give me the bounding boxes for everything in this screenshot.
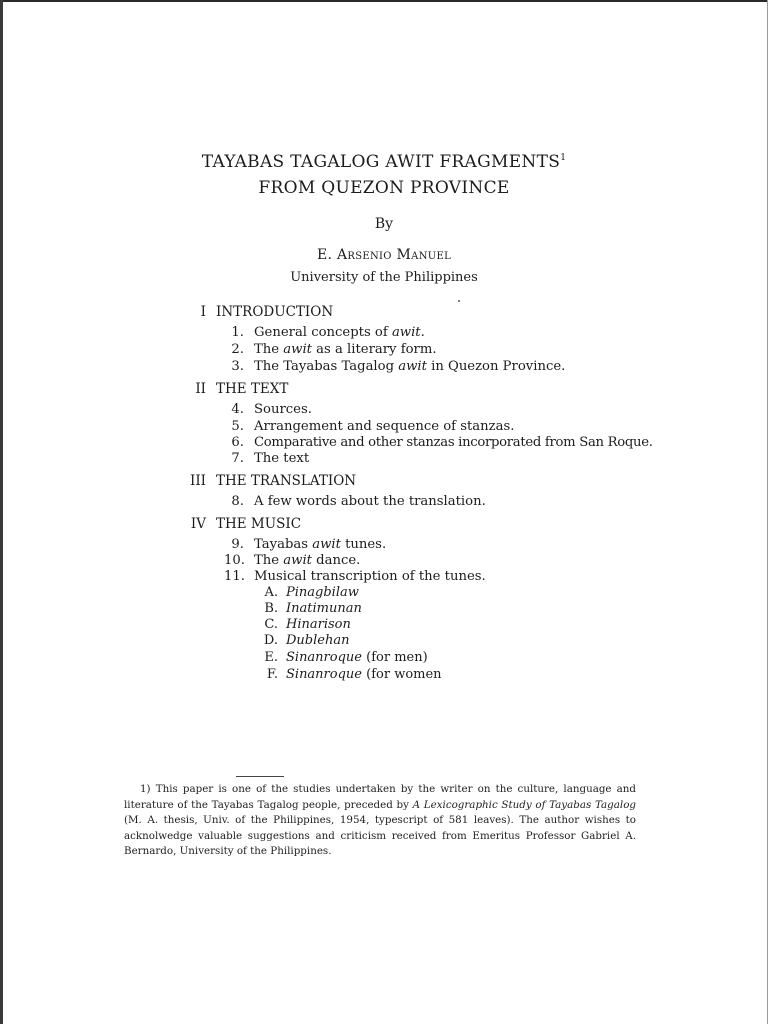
- item-number: 7.: [231, 451, 244, 466]
- item-italic: awit: [283, 553, 312, 568]
- item-text: Tayabas: [254, 537, 313, 552]
- subitem-letter: E.: [264, 650, 278, 665]
- item-number: 3.: [231, 359, 244, 374]
- outline-item: [224, 536, 386, 553]
- title-text-1: TAYABAS TAGALOG AWIT FRAGMENTS: [201, 152, 561, 172]
- footnote-separator: [236, 776, 284, 777]
- item-text-end: as a literary form.: [311, 342, 437, 357]
- subitem-letter: B.: [264, 601, 278, 616]
- item-text: General concepts of: [254, 325, 392, 340]
- item-text-end: .: [420, 325, 425, 340]
- item-text: Comparative and other stanzas incorporated from San Roque.: [254, 435, 653, 450]
- footnote-text-b: (M. A. thesis, Univ. of the Philippines, 1954, typescript of 581 leaves). The author wishes to acknolwedge valuable suggestions and criticism received from Emeritus Professor Gabriel A. Bernardo, University of the Philippines.: [124, 814, 636, 857]
- author-last: Manuel: [396, 247, 452, 263]
- item-text: The: [254, 553, 284, 568]
- outline-item: [224, 324, 425, 341]
- section-numeral: I: [200, 304, 206, 320]
- outline-item: [224, 552, 360, 569]
- author-name: [0, 247, 768, 263]
- section-title: INTRODUCTION: [216, 304, 334, 320]
- item-text: The text: [254, 451, 310, 466]
- footnote-marker: 1): [140, 783, 151, 795]
- outline-item: [224, 418, 514, 435]
- subitem-italic: Sinanroque: [286, 650, 362, 665]
- item-italic: awit: [283, 342, 312, 357]
- item-number: 8.: [231, 494, 244, 509]
- footnote-italic-title: A Lexicographic Study of Tayabas Tagalog: [412, 798, 636, 811]
- title-line-1: [0, 146, 768, 174]
- title-line-2: [0, 176, 768, 200]
- outline-subitem: [258, 584, 359, 601]
- section-numeral: II: [195, 381, 206, 397]
- item-text-end: in Quezon Province.: [426, 359, 566, 374]
- item-number: 2.: [231, 342, 244, 357]
- section-heading: [176, 515, 301, 533]
- section-numeral: IV: [190, 516, 206, 532]
- item-number: 1.: [231, 325, 244, 340]
- item-text: Arrangement and sequence of stanzas.: [254, 419, 515, 434]
- item-text: Musical transcription of the tunes.: [254, 569, 486, 584]
- item-number: 6.: [231, 435, 244, 450]
- outline-subitem: [258, 649, 428, 666]
- outline-subitem: [258, 632, 349, 649]
- subitem-letter: A.: [264, 585, 278, 600]
- outline-item: [224, 401, 312, 418]
- author-first: Arsenio: [336, 247, 392, 263]
- section-heading: [176, 380, 288, 398]
- outline-subitem: [258, 666, 442, 683]
- footnote: [124, 782, 636, 860]
- item-italic: awit: [312, 537, 341, 552]
- subitem-text: (for men): [362, 650, 428, 665]
- subitem-italic: Sinanroque: [286, 667, 362, 682]
- item-text-end: dance.: [311, 553, 361, 568]
- item-text: The Tayabas Tagalog: [254, 359, 399, 374]
- outline-item: [224, 434, 653, 451]
- outline-subitem: [258, 600, 362, 617]
- outline-item: [224, 358, 565, 375]
- subitem-text: (for women: [362, 667, 442, 682]
- subitem-italic: Pinagbilaw: [286, 585, 359, 600]
- subitem-letter: D.: [263, 633, 278, 648]
- author-affiliation: University of the Philippines: [290, 270, 478, 285]
- item-italic: awit: [398, 359, 427, 374]
- section-title: THE TEXT: [216, 381, 289, 397]
- item-number: 9.: [231, 537, 244, 552]
- item-text: A few words about the translation.: [254, 494, 486, 509]
- item-number: 5.: [231, 419, 244, 434]
- section-heading: [176, 303, 333, 321]
- byline-by: By: [374, 216, 394, 232]
- subitem-italic: Hinarison: [286, 617, 351, 632]
- item-text: The: [254, 342, 284, 357]
- outline-subitem: [258, 616, 351, 633]
- section-numeral: III: [190, 473, 206, 489]
- footnote-text-a: This paper is one of the studies undertaken by the writer on the culture, language and literature of the Tayabas Tagalog people, preceded by: [124, 783, 637, 811]
- outline-item: [224, 493, 486, 510]
- subitem-letter: C.: [264, 617, 278, 632]
- title-footnote-ref: 1: [560, 153, 567, 163]
- scan-speck: [458, 300, 460, 302]
- scan-top-edge: [0, 0, 768, 2]
- author-initial: E.: [316, 247, 337, 263]
- item-text: Sources.: [254, 402, 312, 417]
- outline-item: [224, 341, 437, 358]
- item-number: 4.: [231, 402, 244, 417]
- item-italic: awit: [391, 325, 421, 340]
- section-title: THE TRANSLATION: [216, 473, 357, 489]
- item-text-end: tunes.: [340, 537, 387, 552]
- item-number: 11.: [224, 569, 245, 584]
- outline-item: [224, 450, 309, 467]
- subitem-letter: F.: [266, 667, 278, 682]
- section-title: THE MUSIC: [216, 516, 302, 532]
- subitem-italic: Inatimunan: [286, 601, 362, 616]
- section-heading: [176, 472, 356, 490]
- subitem-italic: Dublehan: [286, 633, 350, 648]
- outline-item: [224, 568, 486, 585]
- item-number: 10.: [224, 553, 245, 568]
- title-text-2: FROM QUEZON PROVINCE: [258, 178, 510, 198]
